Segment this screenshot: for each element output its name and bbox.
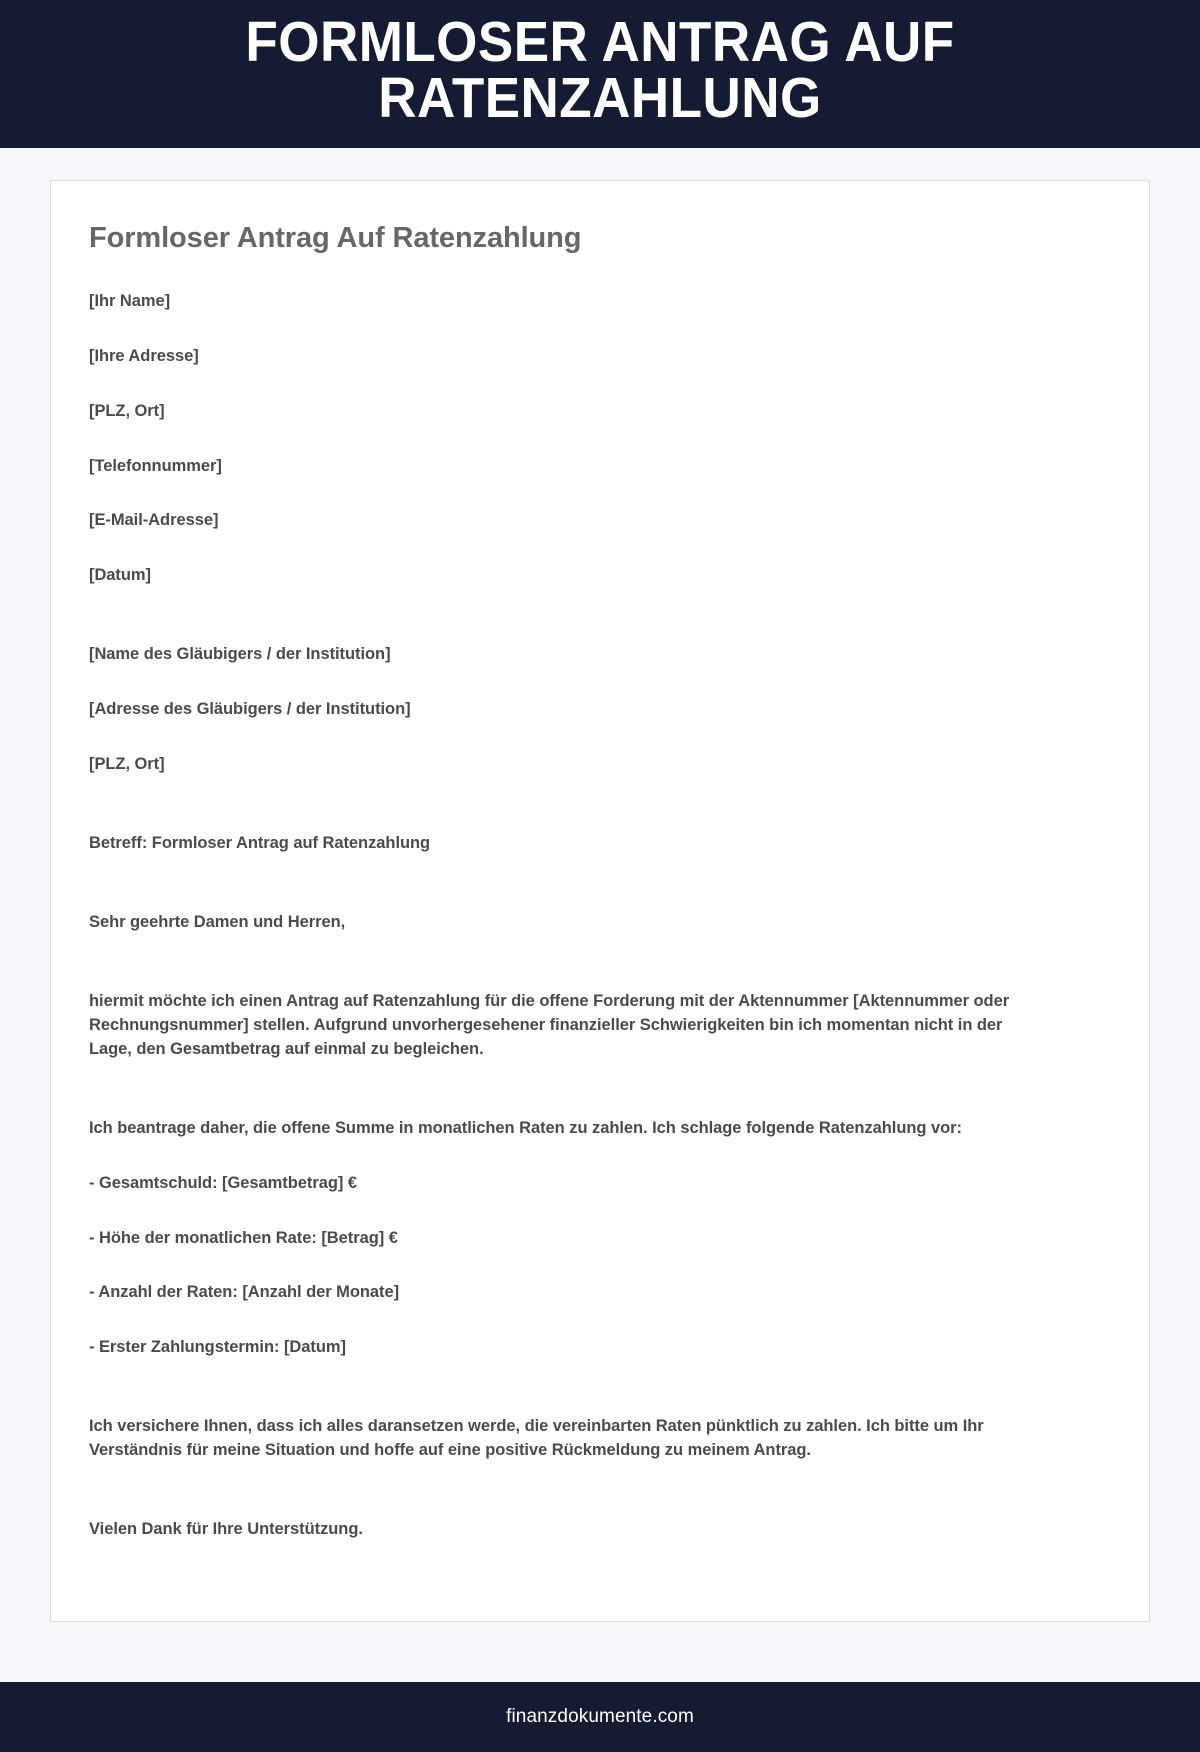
term-total-debt: - Gesamtschuld: [Gesamtbetrag] € xyxy=(89,1173,357,1192)
document-body xyxy=(89,290,1014,1542)
paragraph-assurance: Ich versichere Ihnen, dass ich alles daransetzen werde, die vereinbarten Raten pünktlich zu zahlen. Ich bitte um Ihr Verständnis für meine Situation und hoffe auf eine positive Rückmeldung zu meinem Antrag. xyxy=(89,1417,984,1460)
term-first-payment-date: - Erster Zahlungstermin: [Datum] xyxy=(89,1338,346,1357)
document-heading: Formloser Antrag Auf Ratenzahlung xyxy=(89,222,582,254)
sender-email: [E-Mail-Adresse] xyxy=(89,511,219,530)
subject-line: Betreff: Formloser Antrag auf Ratenzahlung xyxy=(89,834,431,853)
banner-title: FORMLOSER ANTRAG AUF RATENZAHLUNG xyxy=(245,10,955,130)
document-card xyxy=(50,180,1150,1622)
sender-street: [Ihre Adresse] xyxy=(89,346,199,365)
salutation: Sehr geehrte Damen und Herren, xyxy=(89,913,346,932)
paragraph-request-intro: hiermit möchte ich einen Antrag auf Ratenzahlung für die offene Forderung mit der Aktennummer [Aktennummer oder Rechnungsnummer] stellen. Aufgrund unvorhergesehener finanzieller Schwierigkeiten bin ich momentan nicht in der Lage, den Gesamtbetrag auf einmal zu begleichen. xyxy=(89,991,1010,1058)
page-banner xyxy=(0,0,1200,148)
recipient-street: [Adresse des Gläubigers / der Institution] xyxy=(89,700,411,719)
sender-city: [PLZ, Ort] xyxy=(89,401,165,420)
term-monthly-rate: - Höhe der monatlichen Rate: [Betrag] € xyxy=(89,1228,398,1247)
sender-date: [Datum] xyxy=(89,566,151,585)
recipient-name: [Name des Gläubigers / der Institution] xyxy=(89,645,391,664)
closing-thanks: Vielen Dank für Ihre Unterstützung. xyxy=(89,1520,363,1539)
page-footer xyxy=(0,1682,1200,1752)
sender-name: [Ihr Name] xyxy=(89,291,171,310)
recipient-address-block xyxy=(89,643,1014,777)
page-content-area xyxy=(0,148,1200,1622)
term-number-of-installments: - Anzahl der Raten: [Anzahl der Monate] xyxy=(89,1283,400,1302)
installment-terms-list xyxy=(89,1172,1014,1361)
footer-site-name: finanzdokumente.com xyxy=(506,1706,694,1728)
recipient-city: [PLZ, Ort] xyxy=(89,755,165,774)
sender-address-block xyxy=(89,290,1014,589)
sender-phone: [Telefonnummer] xyxy=(89,456,222,475)
paragraph-installment-proposal: Ich beantrage daher, die offene Summe in monatlichen Raten zu zahlen. Ich schlage folgende Ratenzahlung vor: xyxy=(89,1118,962,1137)
